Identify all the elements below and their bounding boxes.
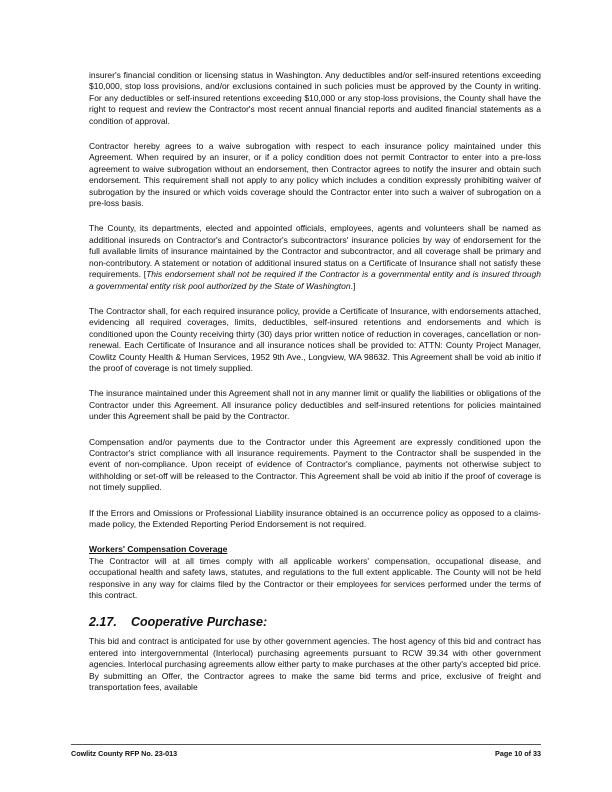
paragraph-workers-comp: The Contractor will at all times comply with all applicable workers' compensation, occupational disease, and occupational health and safety laws, statutes, and regulations to the full extent applicable. The County will not be held responsive in any way for claims filed by the Contractor or their employees for services performed under the terms of this contract. (89, 555, 541, 601)
additional-insureds-italic-note: This endorsement shall not be required if the Contractor is a governmental entity and is insured through a governmental entity risk pool authorized by the State of Washington (89, 269, 541, 291)
paragraph-errors-omissions: If the Errors and Omissions or Professional Liability insurance obtained is an occurrence policy as opposed to a claims-made policy, the Extended Reporting Period Endorsement is not required. (89, 507, 541, 529)
section-number: 2.17. (89, 615, 117, 630)
paragraph-cooperative-purchase: This bid and contract is anticipated for use by other government agencies. The host agency of this bid and contract has entered into intergovernmental (Interlocal) purchasing agreements pursuant to RCW 39.34 with other government agencies. Interlocal purchasing agreements allow either party to make purchases at the other party's accepted bid price. By submitting an Offer, the Contractor agrees to make the same bid terms and price, exclusive of freight and transportation fees, available (89, 636, 541, 693)
paragraph-waive-subrogation: Contractor hereby agrees to a waive subrogation with respect to each insurance policy maintained under this Agreement. When required by an insurer, or if a policy condition does not permit Contractor to enter into a pre-loss agreement to waive subrogation without an endorsement, then Contractor agrees to notify the insurer and obtain such endorsement. This requirement shall not apply to any policy which includes a condition expressly prohibiting waiver of subrogation by the insured or which voids coverage should the Contractor enter into such a waiver of subrogation on a pre-loss basis. (89, 141, 541, 209)
additional-insureds-text: The County, its departments, elected and appointed officials, employees, agents and volunteers shall be named as additional insureds on Contractor's and Contractor's subcontractors' insurance policies by way of endorsement for the full available limits of insurance maintained by the Contractor and subcontractor, and all coverage shall be primary and non-contributory. A statement or notation of additional insured status on a Certificate of Insurance shall not satisfy these requirements. [ (89, 223, 541, 280)
paragraph-additional-insureds (89, 223, 541, 291)
page-body (89, 70, 541, 693)
footer-page-number: Page 10 of 33 (495, 749, 541, 758)
workers-comp-heading: Workers' Compensation Coverage (89, 544, 228, 555)
section-heading-cooperative-purchase (89, 615, 541, 630)
footer-rfp-number: Cowlitz County RFP No. 23-013 (71, 749, 178, 758)
additional-insureds-end: .] (350, 280, 356, 291)
footer-divider (71, 744, 541, 745)
section-title: Cooperative Purchase: (131, 615, 268, 630)
paragraph-financial-condition: insurer's financial condition or licensing status in Washington. Any deductibles and/or self-insured retentions exceeding $10,000, stop loss provisions, and/or exclusions contained in such policies must be approved by the County in writing. For any deductibles or self-insured retentions exceeding $10,000 or any stop-loss provisions, the County shall have the right to request and review the Contractor's most recent annual financial reports and audited financial statements as a condition of approval. (89, 70, 541, 126)
paragraph-certificate-of-insurance: The Contractor shall, for each required insurance policy, provide a Certificate of Insurance, with endorsements attached, evidencing all required coverages, limits, deductibles, self-insured retentions and endorsements and which is conditioned upon the County receiving thirty (30) days prior written notice of reduction in coverages, cancellation or non-renewal. Each Certificate of Insurance and all insurance notices shall be provided to: ATTN: County Project Manager, Cowlitz County Health & Human Services, 1952 9th Ave., Longview, WA 98632. This Agreement shall be void ab initio if the proof of coverage is not timely supplied. (89, 305, 541, 373)
paragraph-insurance-not-limit: The insurance maintained under this Agreement shall not in any manner limit or qualify the liabilities or obligations of the Contractor under this Agreement. All insurance policy deductibles and self-insured retentions for policies maintained under this Agreement shall be paid by the Contractor. (89, 388, 541, 422)
paragraph-compensation-conditioned: Compensation and/or payments due to the Contractor under this Agreement are expressly conditioned upon the Contractor's strict compliance with all insurance requirements. Payment to the Contractor shall be suspended in the event of non-compliance. Upon receipt of evidence of Contractor's compliance, payments not otherwise subject to withholding or set-off will be released to the Contractor. This Agreement shall be void ab initio if the proof of coverage is not timely supplied. (89, 436, 541, 493)
